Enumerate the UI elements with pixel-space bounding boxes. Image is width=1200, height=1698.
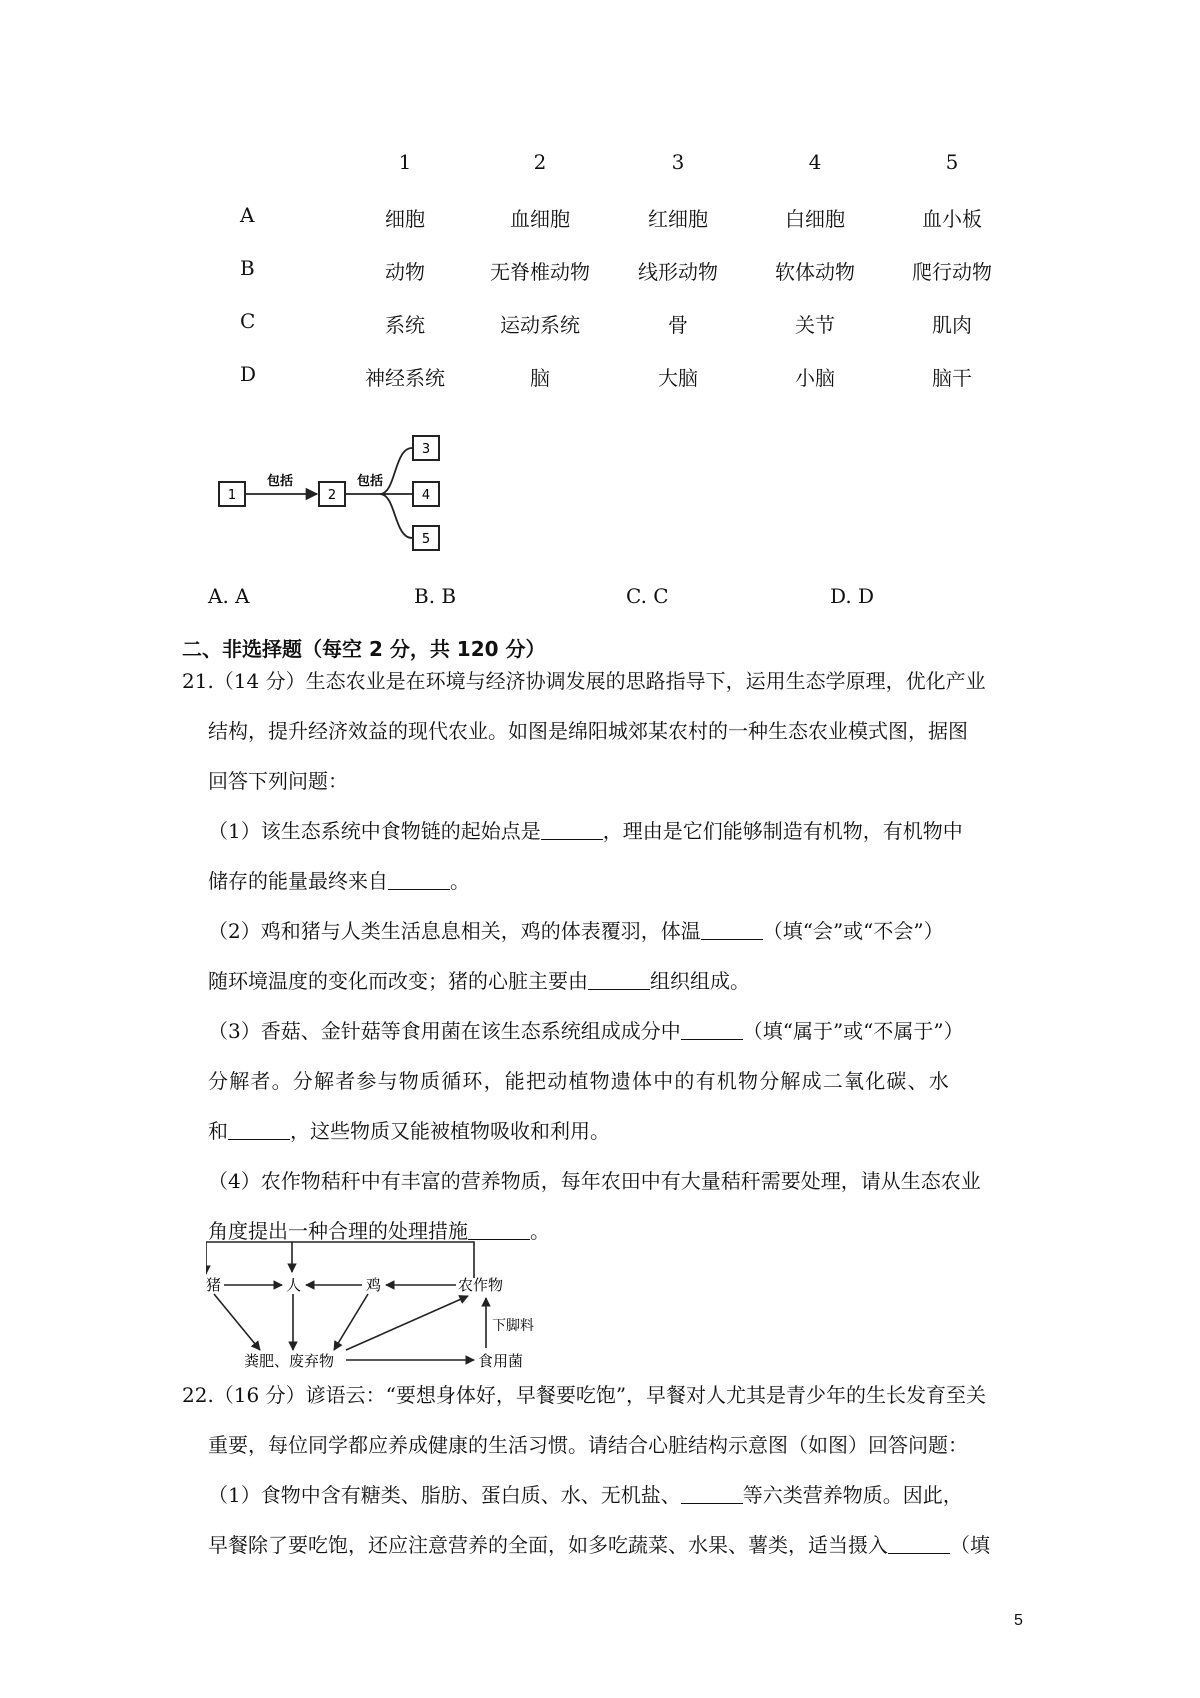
row-label: A (240, 203, 255, 227)
inclusion-diagram (208, 428, 468, 560)
arrow-label-2: 包括 (356, 474, 384, 489)
page-number: 5 (1014, 1612, 1023, 1629)
text: （填 (950, 1533, 990, 1557)
box-3-label: 3 (421, 442, 431, 457)
arrow-label-1: 包括 (266, 474, 294, 489)
q22-intro-line-2: 重要，每位同学都应养成健康的生活习惯。请结合心脏结构示意图（如图）回答问题： (208, 1433, 968, 1457)
row-label: D (240, 362, 257, 386)
q21-intro-line-1: 21.（14 分）生态农业是在环境与经济协调发展的思路指导下，运用生态学原理，优化产业 (182, 669, 986, 693)
eco-agriculture-diagram (206, 1238, 546, 1374)
table-cell: 血小板 (922, 207, 982, 231)
box-1 (219, 482, 245, 506)
box-2 (319, 482, 345, 506)
header-cell: 5 (945, 150, 959, 174)
text: 储存的能量最终来自 (208, 869, 388, 893)
answer-choices (208, 584, 928, 612)
options-table (240, 150, 1020, 415)
arrow-pig-to-manure (214, 1294, 260, 1350)
header-cell: 3 (671, 150, 685, 174)
arrow-manure-to-crops (346, 1296, 468, 1350)
answer-blank[interactable] (468, 1219, 530, 1240)
q21-part-2 (182, 906, 1042, 956)
box-4-label: 4 (421, 488, 431, 503)
node-fungi: 食用菌 (478, 1352, 524, 1370)
box-3 (413, 436, 439, 460)
choice-c: C. C (626, 584, 669, 608)
answer-blank[interactable] (681, 1019, 743, 1040)
answer-blank[interactable] (388, 869, 450, 890)
q21-intro-line-2: 结构，提升经济效益的现代农业。如图是绵阳城郊某农村的一种生态农业模式图，据图 (208, 719, 968, 743)
table-cell: 脑 (530, 366, 550, 390)
text: （3）香菇、金针菇等食用菌在该生态系统组成成分中 (208, 1019, 681, 1043)
node-pig: 猪 (206, 1276, 222, 1294)
answer-blank[interactable] (588, 969, 650, 990)
table-row (240, 203, 1020, 256)
node-chicken: 鸡 (366, 1276, 382, 1294)
table-cell: 小脑 (795, 366, 835, 390)
node-human: 人 (286, 1276, 302, 1294)
question-21 (182, 656, 1042, 1256)
q21-part-3 (182, 1006, 1042, 1056)
text: 早餐除了要吃饱，还应注意营养的全面，如多吃蔬菜、水果、薯类，适当摄入 (208, 1533, 888, 1557)
box-4 (413, 482, 439, 506)
label-leftovers: 下脚料 (492, 1318, 534, 1334)
header-cell: 1 (398, 150, 412, 174)
answer-blank[interactable] (701, 919, 763, 940)
arrow-crops-to-pig (206, 1242, 474, 1278)
table-cell: 运动系统 (500, 313, 580, 337)
table-cell: 神经系统 (365, 366, 445, 390)
answer-blank[interactable] (228, 1119, 290, 1140)
table-cell: 脑干 (932, 366, 972, 390)
text: 随环境温度的变化而改变；猪的心脏主要由 (208, 969, 588, 993)
table-row (240, 309, 1020, 362)
text: 。 (530, 1219, 550, 1243)
text: （填“会”或“不会”） (762, 919, 944, 943)
table-cell: 动物 (385, 260, 425, 284)
box-5-label: 5 (421, 532, 431, 547)
box-1-label: 1 (227, 488, 237, 503)
table-cell: 线形动物 (638, 260, 718, 284)
answer-blank[interactable] (888, 1533, 950, 1554)
text: ，这些物质又能被植物吸收和利用。 (290, 1119, 610, 1143)
table-cell: 血细胞 (510, 207, 570, 231)
table-header-row (240, 150, 1020, 203)
text: ，理由是它们能够制造有机物，有机物中 (602, 819, 963, 843)
text: （1）该生态系统中食物链的起始点是 (208, 819, 541, 843)
table-cell: 关节 (795, 313, 835, 337)
table-row (240, 256, 1020, 309)
table-cell: 红细胞 (648, 207, 708, 231)
text: （1）食物中含有糖类、脂肪、蛋白质、水、无机盐、 (208, 1483, 681, 1507)
table-cell: 细胞 (385, 207, 425, 231)
q21-part-3-cont: 分解者。分解者参与物质循环，能把动植物遗体中的有机物分解成二氧化碳、水 (208, 1069, 950, 1093)
header-cell: 2 (533, 150, 547, 174)
arrow-chicken-to-manure (334, 1294, 368, 1350)
q22-intro-line-1: 22.（16 分）谚语云：“要想身体好，早餐要吃饱”，早餐对人尤其是青少年的生长发育至关 (182, 1383, 987, 1407)
row-label: B (240, 256, 255, 280)
answer-blank[interactable] (541, 819, 603, 840)
text: （2）鸡和猪与人类生活息息相关，鸡的体表覆羽，体温 (208, 919, 701, 943)
choice-d: D. D (830, 584, 875, 608)
table-cell: 肌肉 (932, 313, 972, 337)
row-label: C (240, 309, 256, 333)
text: 组织组成。 (650, 969, 750, 993)
box-5 (413, 526, 439, 550)
q22-part-1-cont (182, 1520, 1042, 1570)
box-2-label: 2 (327, 488, 337, 503)
table-cell: 大脑 (658, 366, 698, 390)
q21-intro-line-3: 回答下列问题： (208, 769, 348, 793)
text: （填“属于”或“不属于”） (742, 1019, 964, 1043)
table-cell: 白细胞 (785, 207, 845, 231)
q21-part-3-cont2 (182, 1106, 1042, 1156)
section-title: 二、非选择题（每空 2 分，共 120 分） (182, 637, 546, 661)
header-cell: 4 (808, 150, 822, 174)
choice-b: B. B (414, 584, 457, 608)
brace (380, 448, 412, 538)
table-row (240, 362, 1020, 415)
table-cell: 无脊椎动物 (490, 260, 590, 284)
table-cell: 系统 (385, 313, 425, 337)
text: 角度提出一种合理的处理措施 (208, 1219, 468, 1243)
table-cell: 骨 (668, 313, 688, 337)
choice-a: A. A (208, 584, 250, 608)
table-cell: 软体动物 (775, 260, 855, 284)
node-manure: 粪肥、废弃物 (244, 1352, 335, 1370)
answer-blank[interactable] (681, 1483, 743, 1504)
question-22 (182, 1370, 1042, 1570)
q22-part-1 (182, 1470, 1042, 1520)
node-crops: 农作物 (458, 1276, 504, 1294)
text: 和 (208, 1119, 228, 1143)
text: 等六类营养物质。因此， (742, 1483, 963, 1507)
q21-part-1 (182, 806, 1042, 856)
q21-part-1-cont (182, 856, 1042, 906)
q21-part-2-cont (182, 956, 1042, 1006)
q21-part-4: （4）农作物秸秆中有丰富的营养物质，每年农田中有大量秸秆需要处理，请从生态农业 (208, 1169, 981, 1193)
table-cell: 爬行动物 (912, 260, 992, 284)
text: 。 (450, 869, 470, 893)
